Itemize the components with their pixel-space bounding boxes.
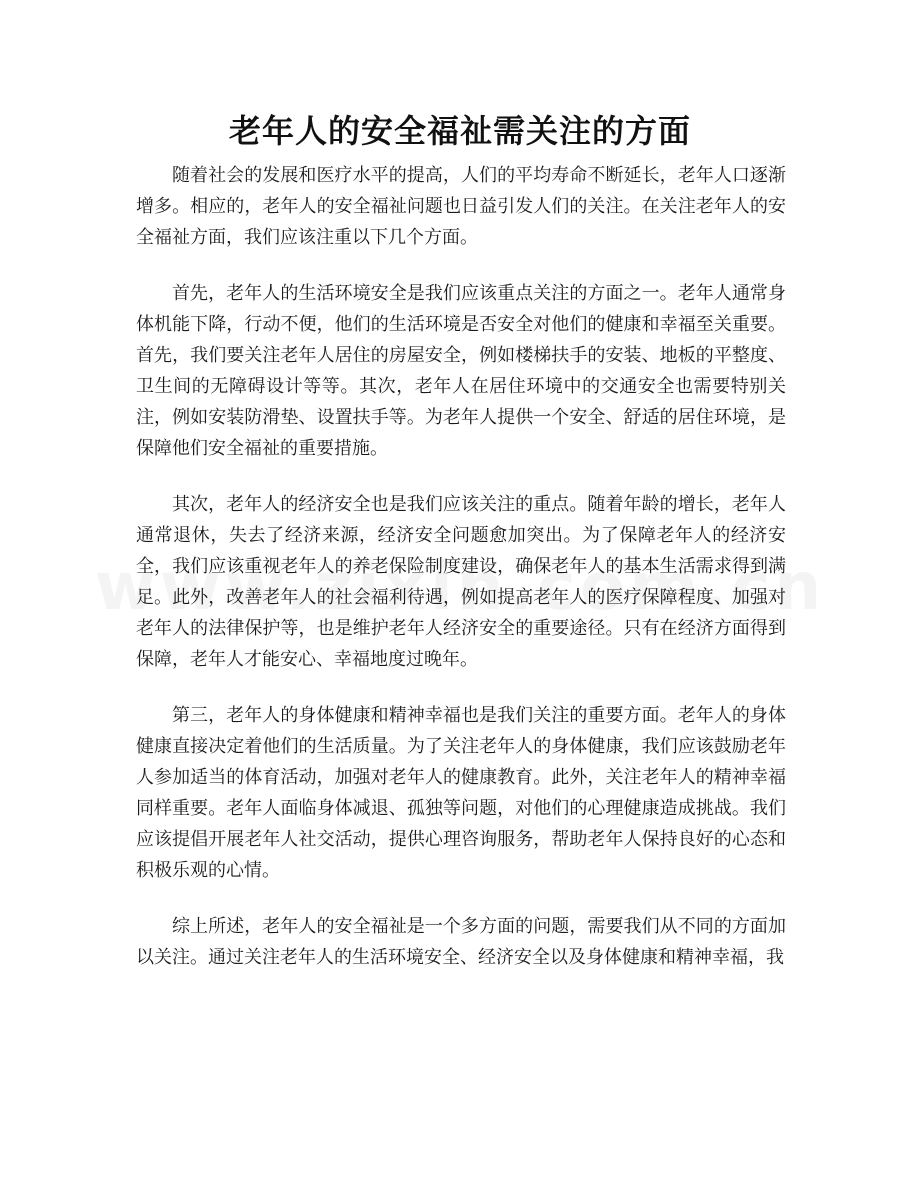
document-title: 老年人的安全福祉需关注的方面: [228, 112, 691, 150]
paragraph-conclusion: 综上所述，老年人的安全福祉是一个多方面的问题，需要我们从不同的方面加以关注。通过关注老年人的生活环境安全、经济安全以及身体健康和精神幸福，我: [136, 916, 786, 968]
document-body: [136, 160, 786, 998]
paragraph-health-wellbeing: 第三，老年人的身体健康和精神幸福也是我们关注的重要方面。老年人的身体健康直接决定着他们的生活质量。为了关注老年人的身体健康，我们应该鼓励老年人参加适当的体育活动，加强对老年人的健康教育。此外，关注老年人的精神幸福同样重要。老年人面临身体减退、孤独等问题，对他们的心理健康造成挑战。我们应该提倡开展老年人社交活动，提供心理咨询服务，帮助老年人保持良好的心态和积极乐观的心情。: [136, 705, 786, 881]
paragraph-intro: 随着社会的发展和医疗水平的提高，人们的平均寿命不断延长，老年人口逐渐增多。相应的，老年人的安全福祉问题也日益引发人们的关注。在关注老年人的安全福祉方面，我们应该注重以下几个方面。: [136, 165, 786, 248]
paragraph-economic-security: 其次，老年人的经济安全也是我们应该关注的重点。随着年龄的增长，老年人通常退休，失去了经济来源，经济安全问题愈加突出。为了保障老年人的经济安全，我们应该重视老年人的养老保险制度建设，确保老年人的基本生活需求得到满足。此外，改善老年人的社会福利待遇，例如提高老年人的医疗保障程度、加强对老年人的法律保护等，也是维护老年人经济安全的重要途径。只有在经济方面得到保障，老年人才能安心、幸福地度过晚年。: [136, 494, 786, 670]
paragraph-living-environment: 首先，老年人的生活环境安全是我们应该重点关注的方面之一。老年人通常身体机能下降，行动不便，他们的生活环境是否安全对他们的健康和幸福至关重要。首先，我们要关注老年人居住的房屋安全，例如楼梯扶手的安装、地板的平整度、卫生间的无障碍设计等等。其次，老年人在居住环境中的交通安全也需要特别关注，例如安装防滑垫、设置扶手等。为老年人提供一个安全、舒适的居住环境，是保障他们安全福祉的重要措施。: [136, 283, 786, 459]
